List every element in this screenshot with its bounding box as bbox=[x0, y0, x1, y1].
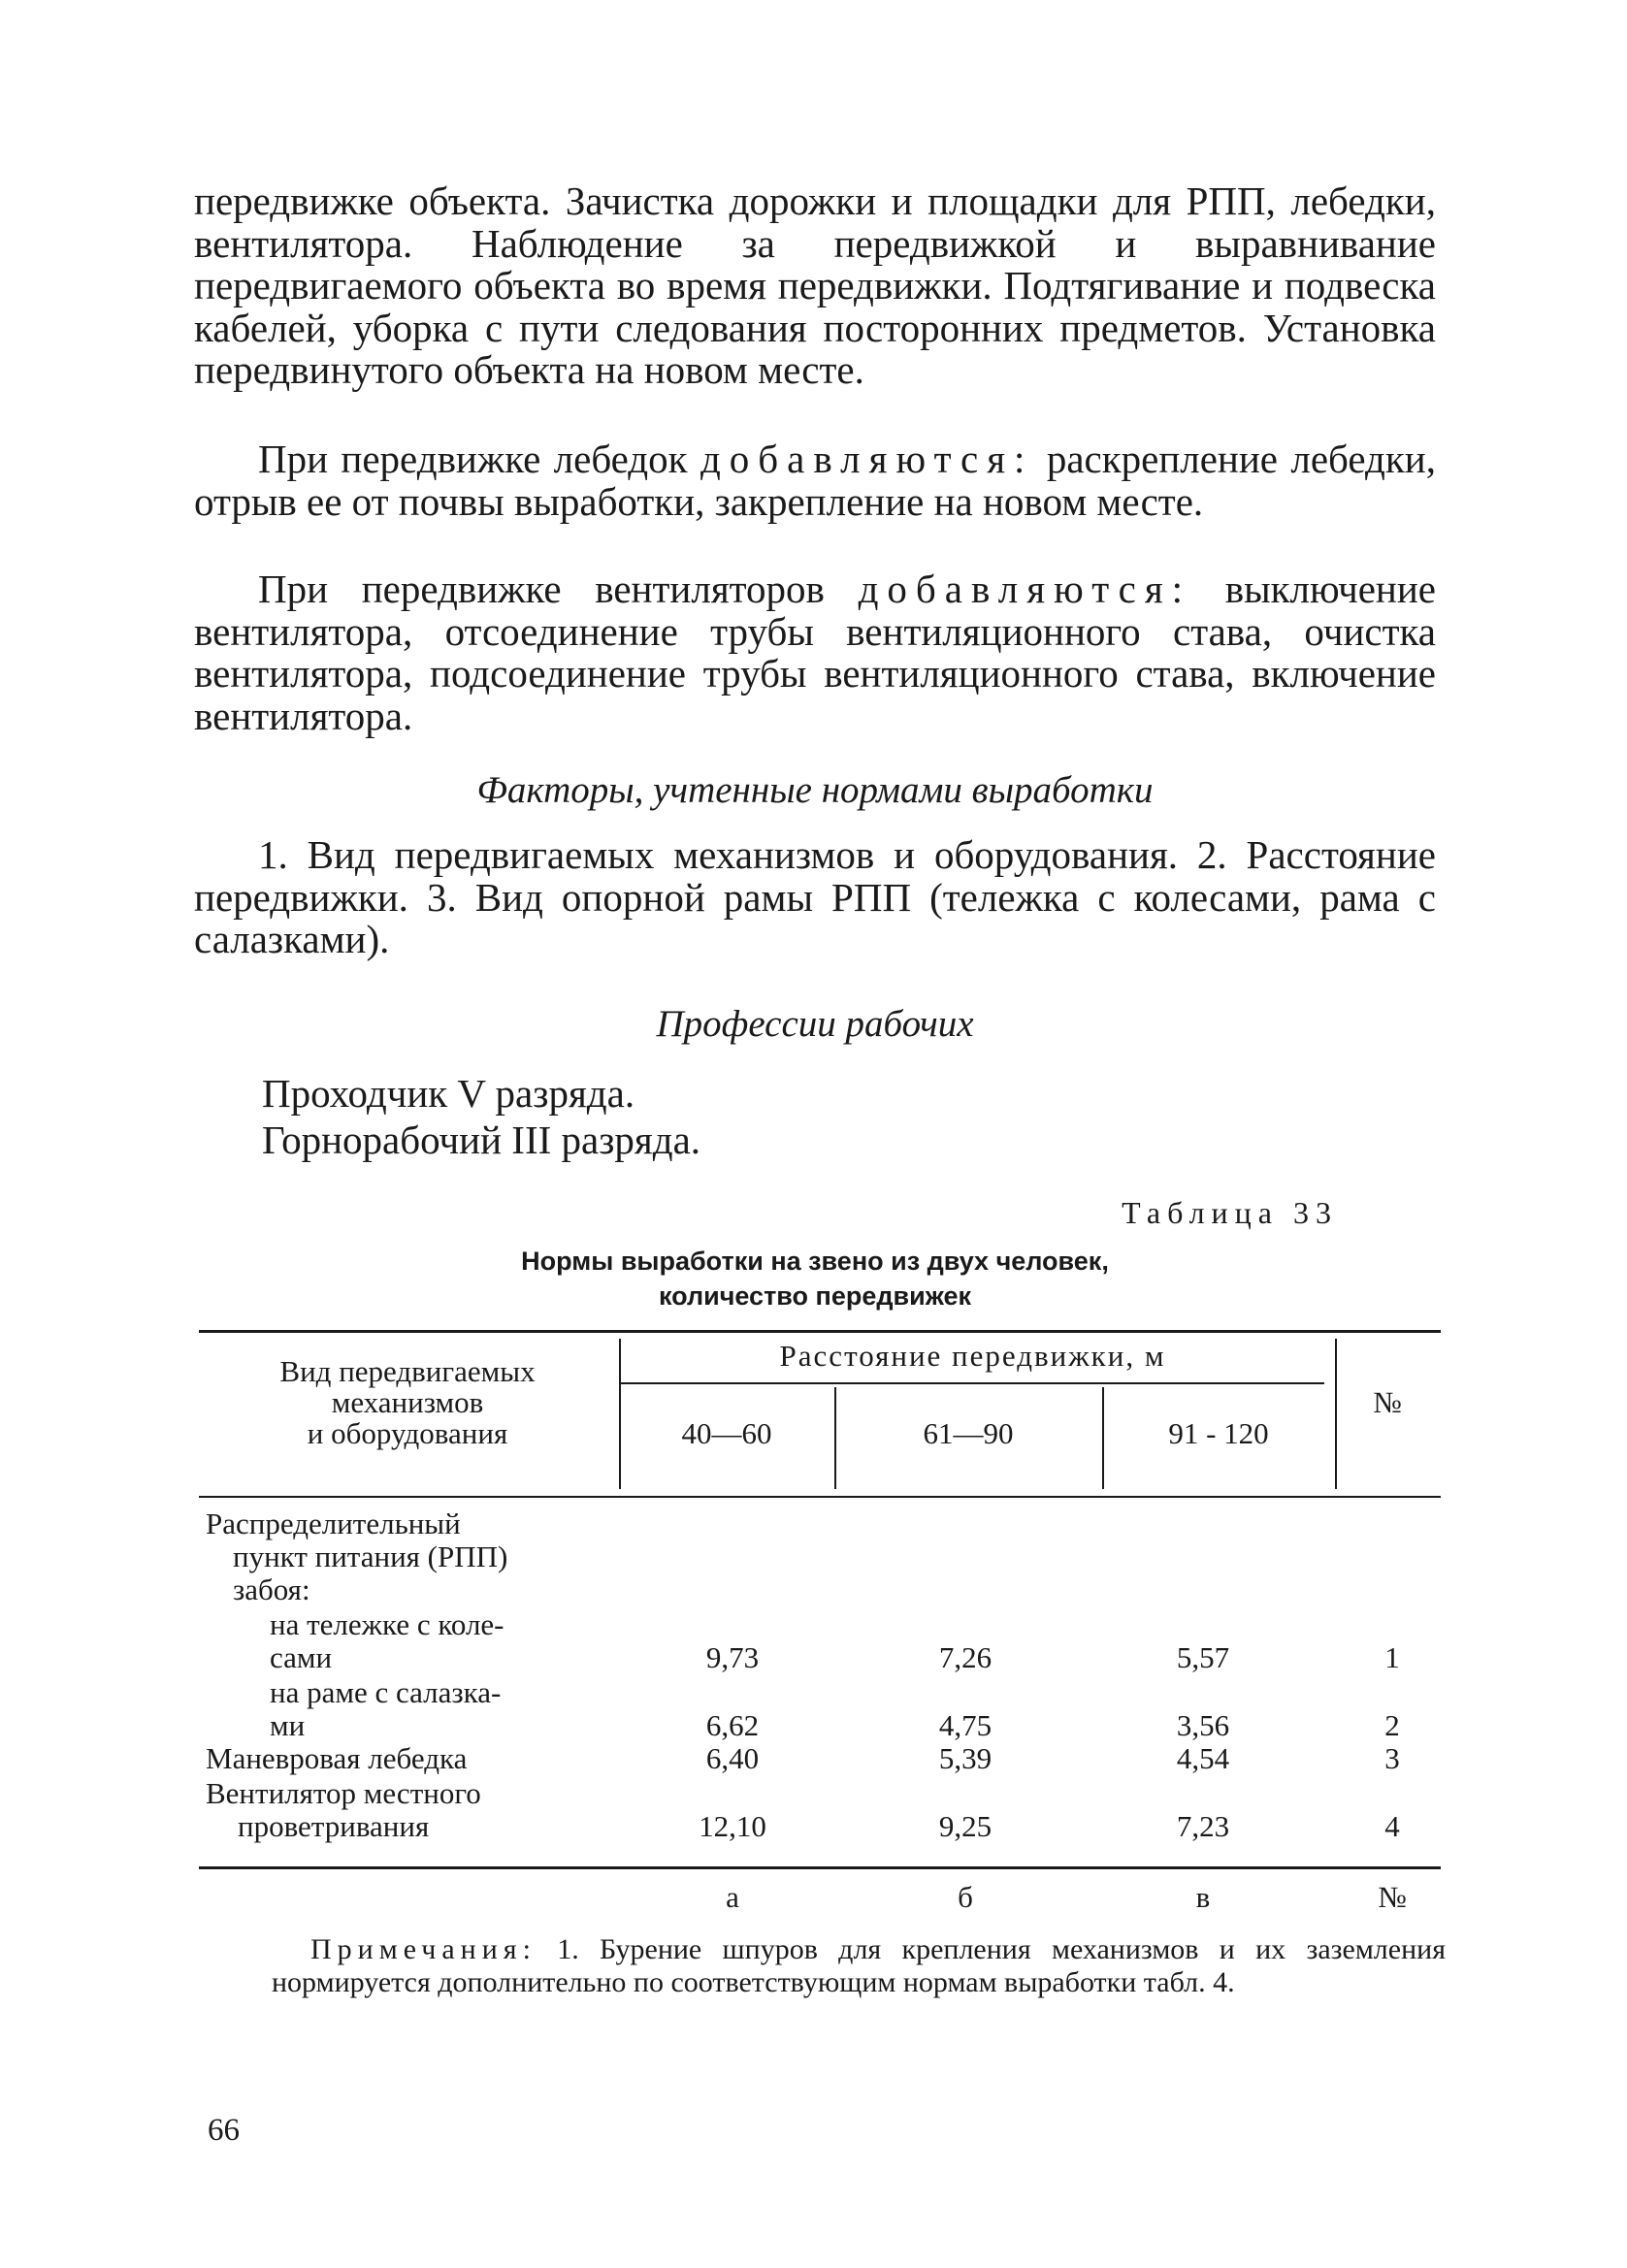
p2-end: раскрепление лебедки, отрыв ее от почвы выработки, закрепление на новом месте. bbox=[194, 437, 1436, 524]
row-label-fan-line-1: Вентилятор местного bbox=[206, 1776, 481, 1810]
header-number: № bbox=[1373, 1385, 1402, 1419]
table-label: Таблица 33 bbox=[1122, 1195, 1338, 1230]
cell-row1-n: 1 bbox=[1384, 1640, 1400, 1674]
paragraph-factors: 1. Вид передвигаемых механизмов и оборудования. 2. Расстояние передвижки. 3. Вид опорной рамы РПП (тележка с колесами, рама с салазками). bbox=[194, 832, 1436, 961]
header-distance-b: 61—90 bbox=[923, 1416, 1014, 1450]
header-type-line-2: механизмов bbox=[331, 1385, 484, 1419]
table-header-rule bbox=[199, 1496, 1441, 1498]
cell-row4-c: 7,23 bbox=[1176, 1809, 1230, 1843]
cell-row2-n: 2 bbox=[1384, 1708, 1400, 1742]
cell-row1-c: 5,57 bbox=[1176, 1640, 1230, 1674]
cell-row2-a: 6,62 bbox=[705, 1708, 760, 1742]
paragraph-operations: передвижке объекта. Зачистка дорожки и площадки для РПП, лебедки, вентилятора. Наблюдение за передвижкой и выравнивание передвигаемого объекта во время передвижки. Подтягивание и подвеска кабелей, уборка с пути следования посторонних предметов. Установка передвинутого объекта на новом месте. bbox=[194, 178, 1436, 392]
cell-row3-c: 4,54 bbox=[1176, 1741, 1230, 1775]
header-type-line-1: Вид передвигаемых bbox=[279, 1354, 536, 1388]
table-caption-line-1: Нормы выработки на звено из двух человек, bbox=[521, 1247, 1109, 1276]
cell-row1-b: 7,26 bbox=[938, 1640, 992, 1674]
footer-col-c: в bbox=[1195, 1880, 1211, 1914]
group-subheader-rule bbox=[621, 1382, 1324, 1384]
page-number: 66 bbox=[208, 2113, 240, 2148]
paragraph-fan-additions bbox=[194, 568, 1436, 737]
table-bottom-rule bbox=[199, 1866, 1441, 1869]
row-label-skid-line-1: на раме с салазка- bbox=[270, 1675, 502, 1709]
p3-end: выключение вентилятора, отсоединение трубы вентиляционного става, очистка вентилятора, подсоединение трубы вентиляционного става, включение вентилятора. bbox=[194, 567, 1436, 738]
row-label-cart-line-1: на тележке с коле- bbox=[270, 1607, 504, 1641]
notes-text: 1. Бурение шпуров для крепления механизмов и их заземления нормируется дополнительно по соответствующим нормам выработки табл. 4. bbox=[272, 1933, 1446, 1998]
row-label-rpp-line-2: пункт питания (РПП) bbox=[233, 1539, 508, 1573]
table-top-rule bbox=[199, 1330, 1441, 1333]
row-label-rpp-line-3: забоя: bbox=[233, 1572, 310, 1606]
notes-label: Примечания: bbox=[310, 1933, 537, 1965]
cell-row4-b: 9,25 bbox=[938, 1809, 992, 1843]
footer-col-number: № bbox=[1378, 1880, 1407, 1914]
footer-col-a: а bbox=[726, 1880, 739, 1914]
p3-start: При передвижке вентиляторов bbox=[258, 567, 859, 611]
cell-row2-b: 4,75 bbox=[938, 1708, 992, 1742]
profession-1: Проходчик V разряда. bbox=[262, 1071, 635, 1116]
cell-row4-a: 12,10 bbox=[699, 1809, 766, 1843]
header-distance-a: 40—60 bbox=[681, 1416, 772, 1450]
header-distance-group: Расстояние передвижки, м bbox=[779, 1339, 1166, 1373]
header-type-line-3: и оборудования bbox=[307, 1416, 508, 1450]
table-caption-line-2: количество передвижек bbox=[658, 1281, 972, 1311]
row-label-fan-line-2: проветривания bbox=[238, 1809, 430, 1843]
footer-col-b: б bbox=[958, 1880, 973, 1914]
professions-heading: Профессии рабочих bbox=[656, 1003, 974, 1045]
cell-row3-a: 6,40 bbox=[705, 1741, 760, 1775]
row-label-rpp-line-1: Распределительный bbox=[206, 1507, 461, 1540]
factors-heading: Факторы, учтенные нормами выработки bbox=[476, 769, 1154, 811]
cell-row3-n: 3 bbox=[1384, 1741, 1400, 1775]
col-divider-4 bbox=[1335, 1339, 1337, 1489]
paragraph-winch-additions bbox=[194, 438, 1436, 523]
row-label-cart-line-2: сами bbox=[270, 1640, 333, 1674]
row-label-skid-line-2: ми bbox=[270, 1708, 306, 1742]
row-label-winch: Маневровая лебедка bbox=[206, 1741, 468, 1775]
cell-row1-a: 9,73 bbox=[705, 1640, 760, 1674]
table-notes bbox=[272, 1933, 1446, 1999]
p2-spaced-word: добавляются: bbox=[700, 437, 1034, 481]
p3-spaced-word: добавляются: bbox=[858, 567, 1192, 611]
cell-row2-c: 3,56 bbox=[1176, 1708, 1230, 1742]
cell-row4-n: 4 bbox=[1384, 1809, 1400, 1843]
p2-start: При передвижке лебедок bbox=[258, 437, 700, 481]
cell-row3-b: 5,39 bbox=[938, 1741, 992, 1775]
profession-2: Горнорабочий III разряда. bbox=[262, 1118, 701, 1162]
header-distance-c: 91 - 120 bbox=[1168, 1416, 1269, 1450]
